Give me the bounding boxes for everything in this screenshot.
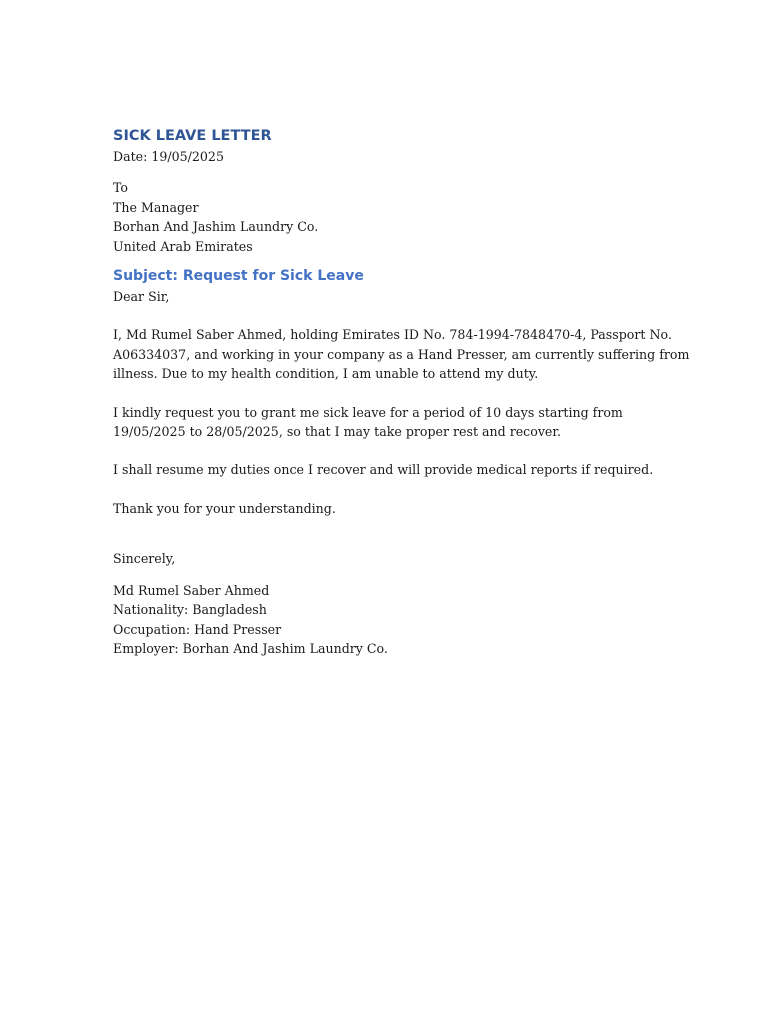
body-paragraph-4: Thank you for your understanding. <box>113 500 336 516</box>
body-paragraph-2 <box>113 403 658 442</box>
recipient-to: To <box>113 180 129 196</box>
body-paragraph-3: I shall resume my duties once I recover and will provide medical reports if required. <box>113 462 654 478</box>
signature-occupation: Occupation: Hand Presser <box>113 621 282 637</box>
letter-title: SICK LEAVE LETTER <box>113 128 272 144</box>
signature-name: Md Rumel Saber Ahmed <box>113 582 270 598</box>
salutation: Dear Sir, <box>113 289 170 305</box>
recipient-role: The Manager <box>113 199 199 215</box>
signature-block <box>113 581 658 659</box>
recipient-country: United Arab Emirates <box>113 238 253 254</box>
letter-date: Date: 19/05/2025 <box>113 149 224 164</box>
letter-subject: Subject: Request for Sick Leave <box>113 268 364 285</box>
body-paragraph-1-line: I, Md Rumel Saber Ahmed, holding Emirates ID No. 784-1994-7848470-4, Passport No. <box>113 327 672 343</box>
body-paragraph-2-line: 19/05/2025 to 28/05/2025, so that I may take proper rest and recover. <box>113 424 562 440</box>
closing: Sincerely, <box>113 551 176 567</box>
body-paragraph-1 <box>113 325 690 383</box>
body-paragraph-1-line: A06334037, and working in your company as a Hand Presser, am currently suffering from <box>113 346 690 362</box>
signature-nationality: Nationality: Bangladesh <box>113 602 267 618</box>
letter-content <box>113 126 690 658</box>
body-paragraph-1-line: illness. Due to my health condition, I am unable to attend my duty. <box>113 366 539 382</box>
recipient-block <box>113 178 658 256</box>
recipient-company: Borhan And Jashim Laundry Co. <box>113 219 319 235</box>
body-paragraph-2-line: I kindly request you to grant me sick leave for a period of 10 days starting from <box>113 404 623 420</box>
signature-employer: Employer: Borhan And Jashim Laundry Co. <box>113 640 388 656</box>
